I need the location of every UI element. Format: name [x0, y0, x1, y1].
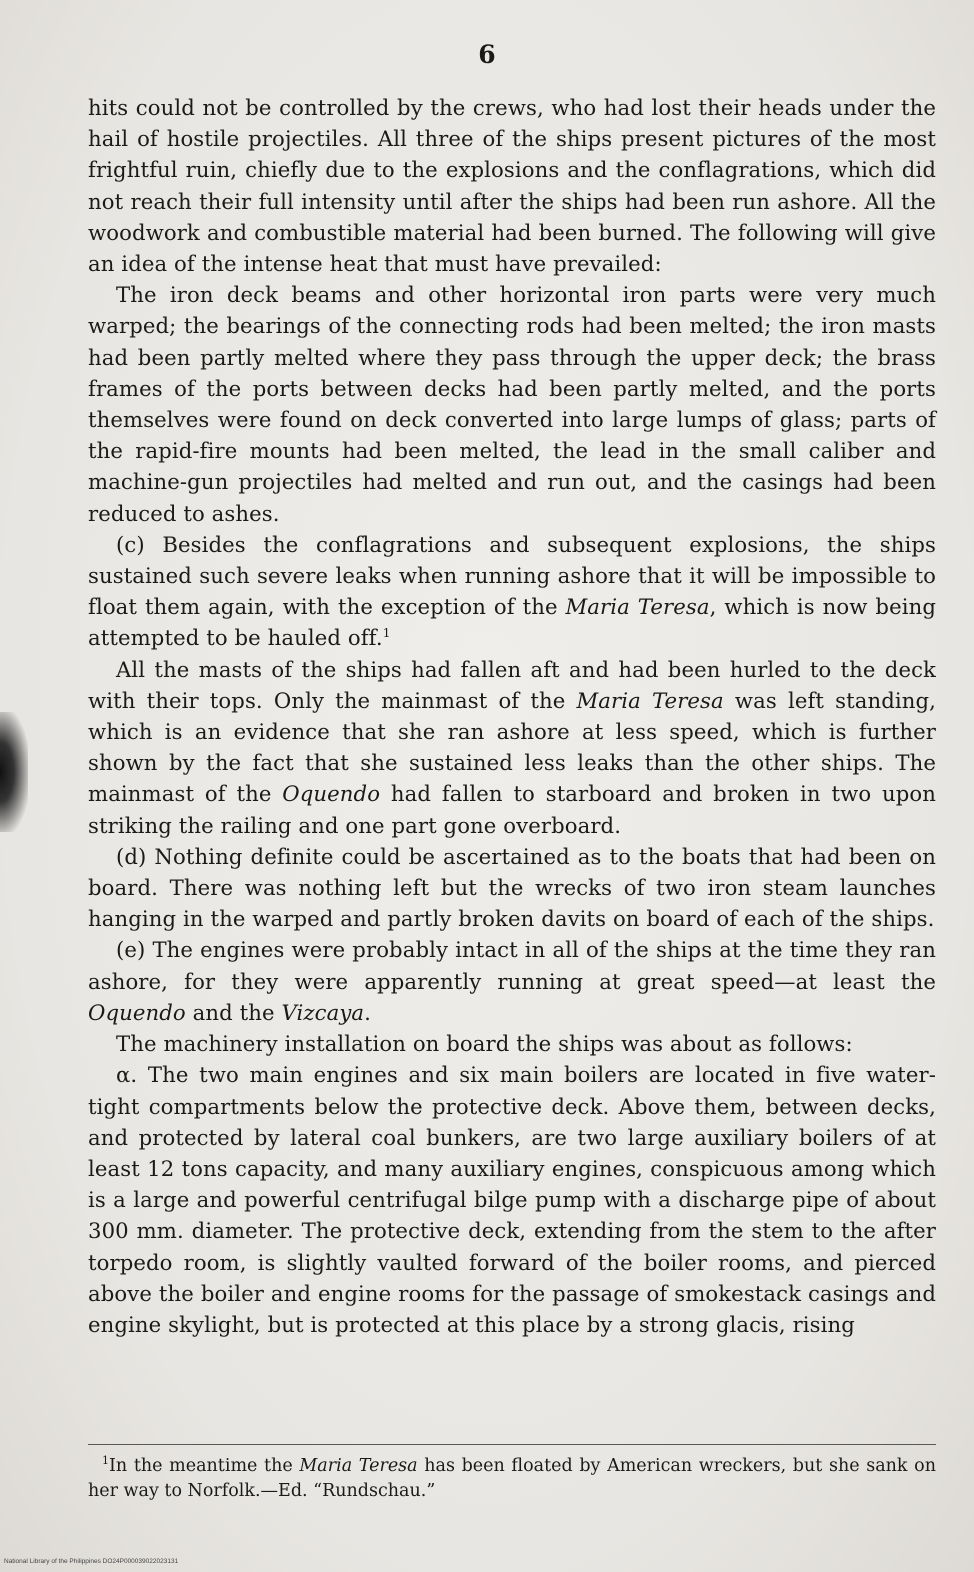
- ship-name: Vizcaya: [281, 999, 365, 1025]
- footnote-reference: 1: [382, 626, 391, 641]
- ship-name: Maria Teresa: [565, 594, 710, 620]
- paragraph-alpha: α. The two main engines and six main boilers are located in five water-tight compartments below the protective deck. Above them, between decks, and protected by lateral coal bunkers, are two large auxiliary boilers of at least 12 tons capacity, and many auxiliary engines, conspicuous among which is a large and powerful centrifugal bilge pump with a discharge pipe of about 300 mm. diameter. The protective deck, extending from the stem to the after torpedo room, is slightly vaulted forward of the boiler rooms, and pierced above the boiler and engine rooms for the passage of smokestack casings and engine skylight, but is protected at this place by a strong glacis, rising: [88, 1062, 936, 1337]
- paragraph-c: (c) Besides the conflagrations and subsequent explosions, the ships sustained such severe leaks when running ashore that it will be impossible to float them again, with the exception of the Maria Teresa, which is now being attempted to be hauled off.$^1$: [88, 531, 936, 651]
- paragraph-label: (c): [116, 531, 145, 557]
- paragraph-continuation: hits could not be controlled by the crews, who had lost their heads under the hail of hostile projectiles. All three of the ships present pictures of the most frightful ruin, chiefly due to the explosions and the conflagrations, which did not reach their full intensity until after the ships had been run ashore. All the woodwork and combustible material had been burned. The following will give an idea of the intense heat that must have prevailed:: [88, 95, 936, 277]
- page-number: 6: [478, 40, 496, 69]
- body-text: [88, 92, 936, 1340]
- binding-shadow: [0, 712, 28, 832]
- paragraph-label: (d): [116, 843, 147, 869]
- archive-stamp: National Library of the Philippines DO24P000039022023131: [4, 1558, 179, 1565]
- paragraph-heat-effects: The iron deck beams and other horizontal iron parts were very much warped; the bearings of the connecting rods had been melted; the iron masts had been partly melted where they pass through the upper deck; the brass frames of the ports between decks had been partly melted, and the ports themselves were found on deck converted into large lumps of glass; parts of the rapid-fire mounts had been melted, the lead in the small caliber and machine-gun projectiles had melted and run out, and the casings had been reduced to ashes.: [88, 282, 936, 526]
- paragraph-e: (e) The engines were probably intact in all of the ships at the time they ran ashore, for they were apparently running at great speed—at least the Oquendo and the Vizcaya.: [88, 937, 936, 1025]
- ship-name: Maria Teresa: [299, 1456, 418, 1476]
- paragraph-label: α.: [116, 1062, 138, 1088]
- ship-name: Oquendo: [282, 781, 381, 807]
- paragraph-masts: All the masts of the ships had fallen aft and had been hurled to the deck with their tops. Only the mainmast of the Maria Teresa was left standing, which is an evidence that she ran ashore at less speed, which is further shown by the fact that she sustained less leaks than the other ships. The mainmast of the Oquendo had fallen to starboard and broken in two upon striking the railing and one part gone overboard.: [88, 656, 936, 838]
- ship-name: Maria Teresa: [576, 687, 724, 713]
- paragraph-d: (d) Nothing definite could be ascertained as to the boats that had been on board. There was nothing left but the wrecks of two iron steam launches hanging in the warped and partly broken davits on board of each of the ships.: [88, 843, 936, 932]
- ship-name: Oquendo: [88, 999, 186, 1025]
- paragraph-label: (e): [116, 937, 146, 963]
- footnote: $^1$In the meantime the Maria Teresa has been floated by American wreckers, but she sank on her way to Norfolk.—Ed. “Rundschau.”: [88, 1454, 936, 1501]
- footnote-divider: [88, 1444, 936, 1445]
- paragraph-machinery: The machinery installation on board the ships was about as follows:: [116, 1031, 853, 1057]
- footnote-mark: 1: [102, 1454, 109, 1468]
